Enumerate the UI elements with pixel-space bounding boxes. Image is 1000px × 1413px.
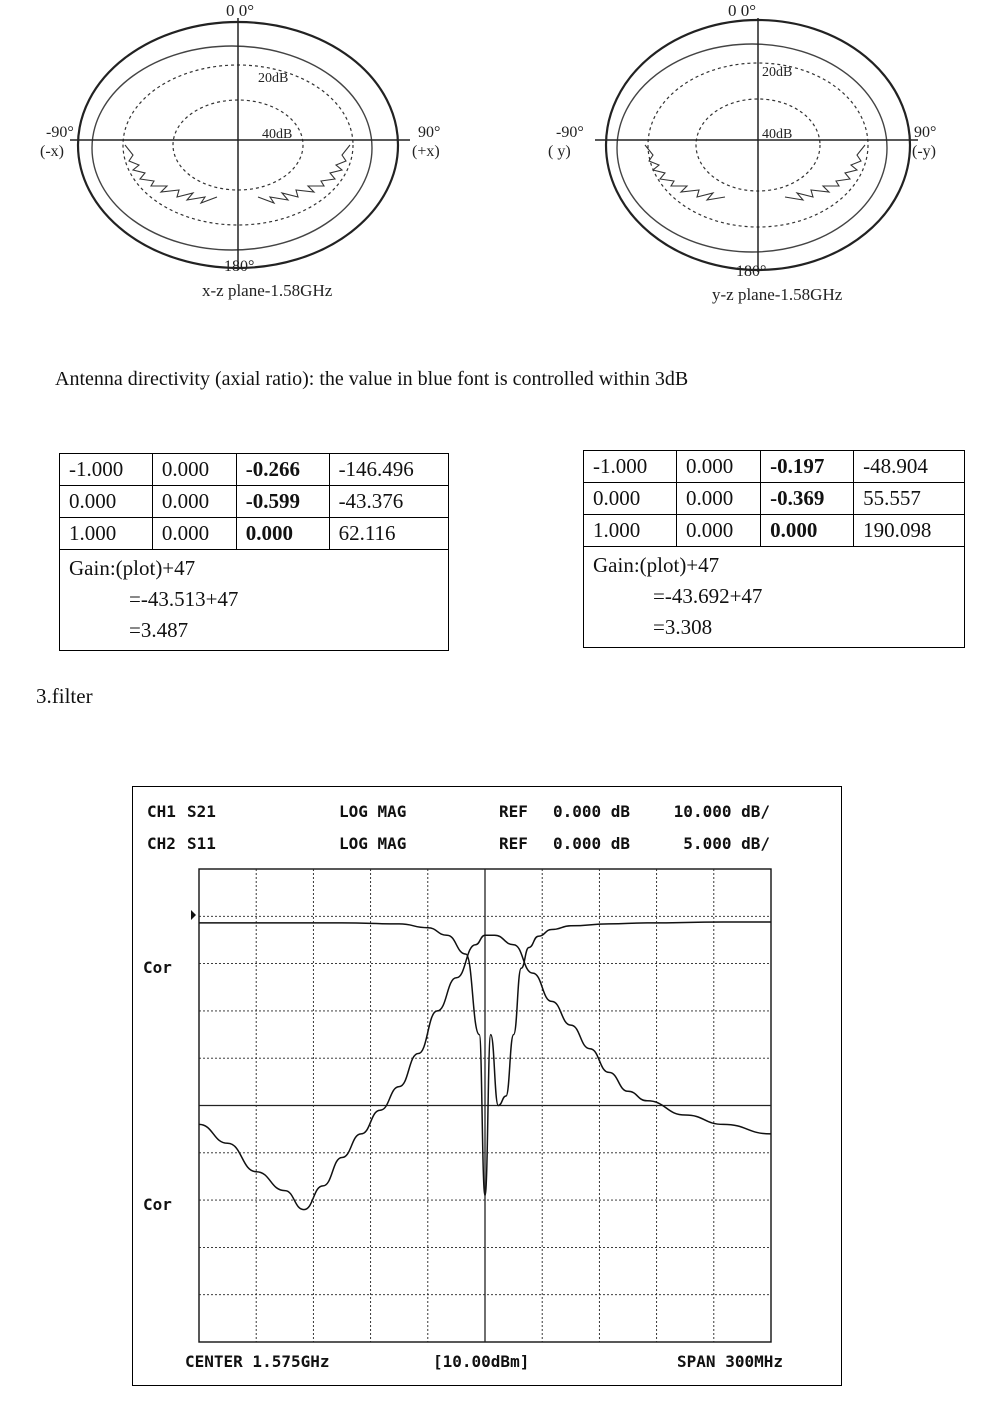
footer-power: [10.00dBm] [433, 1352, 530, 1371]
table-cell: 0.000 [677, 451, 761, 483]
header-ch2-param: S11 [187, 834, 216, 853]
table-row [60, 486, 449, 518]
polar-bottom-label: 180° [224, 258, 255, 275]
axial-ratio-table-yz [583, 450, 965, 648]
table-cell: 0.000 [584, 483, 677, 515]
table-cell-highlight: -0.369 [761, 483, 854, 515]
header-ch2-scale: 5.000 dB/ [683, 834, 770, 853]
side-label-cor-1: Cor [143, 958, 172, 977]
polar-left-angle: -90° [46, 124, 74, 141]
table-cell: -43.376 [329, 486, 448, 518]
polar-right-axis: (-y) [912, 143, 936, 160]
table-row [584, 451, 965, 483]
axial-ratio-caption: Antenna directivity (axial ratio): the value in blue font is controlled within 3dB [55, 368, 689, 390]
polar-right-angle: 90° [914, 124, 937, 141]
footer-center-freq: CENTER 1.575GHz [185, 1352, 330, 1371]
table-cell: 0.000 [152, 518, 236, 550]
header-ch2-format: LOG MAG [339, 834, 407, 853]
table-cell-highlight: 0.000 [236, 518, 329, 550]
table-cell: -146.496 [329, 454, 448, 486]
polar-top-label: 0 0° [226, 1, 255, 20]
gain-cell [60, 550, 449, 651]
gain-row [60, 550, 449, 651]
table-cell: 1.000 [60, 518, 153, 550]
side-label-cor-2: Cor [143, 1195, 172, 1214]
table-cell: 0.000 [677, 483, 761, 515]
table-row [584, 515, 965, 547]
header-ch2-ref: 0.000 dB [553, 834, 631, 853]
table-cell: 1.000 [584, 515, 677, 547]
gain-result: =3.487 [129, 618, 189, 642]
polar-left-axis: (-x) [40, 143, 64, 160]
network-analyzer-svg [133, 787, 840, 1384]
gain-formula: Gain:(plot)+47 [593, 553, 720, 577]
polar-right-angle: 90° [418, 124, 441, 141]
gain-cell [584, 547, 965, 648]
table-cell: 55.557 [854, 483, 965, 515]
analyzer-grid [199, 869, 771, 1342]
polar-caption: y-z plane-1.58GHz [712, 285, 843, 304]
polar-ring-label-40db: 40dB [262, 127, 293, 142]
table-cell-highlight: -0.266 [236, 454, 329, 486]
table-row [60, 454, 449, 486]
table-cell: 0.000 [677, 515, 761, 547]
ref-marker-icon [191, 910, 196, 920]
header-ch2: CH2 [147, 834, 176, 853]
gain-substitution: =-43.692+47 [653, 584, 763, 608]
table-cell-highlight: -0.197 [761, 451, 854, 483]
header-ch1-scale: 10.000 dB/ [673, 802, 770, 821]
table-cell-highlight: 0.000 [761, 515, 854, 547]
gain-formula: Gain:(plot)+47 [69, 556, 196, 580]
gain-substitution: =-43.513+47 [129, 587, 239, 611]
header-ch1: CH1 [147, 802, 176, 821]
table-cell: 190.098 [854, 515, 965, 547]
table-row [60, 518, 449, 550]
table-cell: 62.116 [329, 518, 448, 550]
polar-left-axis: ( y) [548, 143, 571, 160]
footer-span: SPAN 300MHz [677, 1352, 783, 1371]
polar-right-axis: (+x) [412, 143, 440, 160]
header-ch1-ref-label: REF [499, 802, 528, 821]
polar-plot-xz [30, 0, 470, 310]
table-cell: -1.000 [60, 454, 153, 486]
polar-bottom-label: 180° [736, 263, 767, 280]
table-row [584, 483, 965, 515]
gain-result: =3.308 [653, 615, 713, 639]
polar-plot-yz-svg [540, 0, 980, 310]
axial-ratio-table-xz [59, 453, 449, 651]
polar-ring-label-20db: 20dB [258, 71, 289, 86]
network-analyzer-display [132, 786, 842, 1386]
table-cell-highlight: -0.599 [236, 486, 329, 518]
polar-left-angle: -90° [556, 124, 584, 141]
header-ch1-param: S21 [187, 802, 216, 821]
table-cell: 0.000 [152, 454, 236, 486]
polar-ring-label-20db: 20dB [762, 65, 793, 80]
header-ch1-ref: 0.000 dB [553, 802, 631, 821]
header-ch1-format: LOG MAG [339, 802, 407, 821]
gain-row [584, 547, 965, 648]
header-ch2-ref-label: REF [499, 834, 528, 853]
table-cell: 0.000 [60, 486, 153, 518]
table-cell: -48.904 [854, 451, 965, 483]
polar-ring-label-40db: 40dB [762, 127, 793, 142]
table-cell: 0.000 [152, 486, 236, 518]
polar-caption: x-z plane-1.58GHz [202, 281, 333, 300]
polar-plot-xz-svg [30, 0, 470, 310]
table-cell: -1.000 [584, 451, 677, 483]
polar-plot-yz [540, 0, 980, 310]
polar-top-label: 0 0° [728, 1, 757, 20]
section-title: 3.filter [36, 684, 93, 708]
